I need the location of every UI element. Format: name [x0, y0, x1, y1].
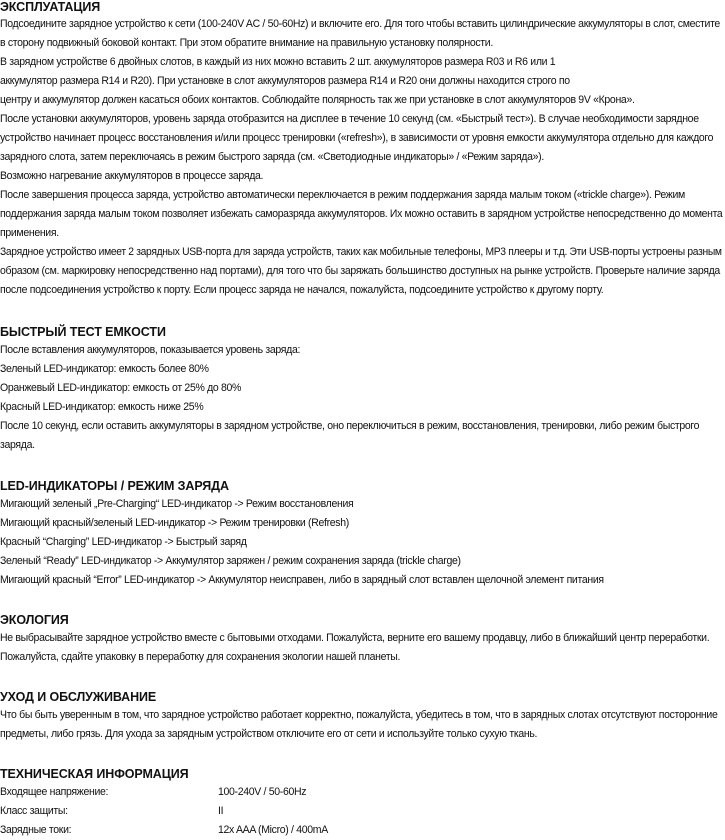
operation-line: В зарядном устройстве 6 двойных слотов, в каждый из них можно вставить 2 шт. аккумуляторов размера R03 и R6 или 1: [0, 56, 556, 68]
quick-test-line: Зеленый LED-индикатор: емкость более 80%: [0, 363, 209, 375]
tech-label: Класс защиты:: [0, 805, 68, 817]
operation-line: применения.: [0, 227, 59, 239]
care-line: предметы, либо грязь. Для ухода за зарядным устройством отключите его от сети и используйте только сухую ткань.: [0, 728, 538, 740]
operation-line: Зарядное устройство имеет 2 зарядных USB-порта для заряда устройств, таких как мобильные телефоны, MP3 плееры и т.д. Эти USB-порты устроены разным: [0, 246, 722, 258]
operation-line: образом (см. маркировку непосредственно над портами), для того что бы заряжать большинство доступных на рынке устройств. Проверьте наличие заряда: [0, 265, 720, 277]
led-line: Зеленый “Ready” LED-индикатор -> Аккумулятор заряжен / режим сохранения заряда (trickle charge): [0, 555, 461, 567]
quick-test-heading: БЫСТРЫЙ ТЕСТ ЕМКОСТИ: [0, 325, 166, 339]
care-heading: УХОД И ОБСЛУЖИВАНИЕ: [0, 690, 157, 704]
led-line: Красный “Charging” LED-индикатор -> Быстрый заряд: [0, 536, 247, 548]
led-line: Мигающий красный “Error” LED-индикатор -> Аккумулятор неисправен, либо в зарядный слот вставлен щелочной элемент питания: [0, 574, 604, 586]
operation-heading: ЭКСПЛУАТАЦИЯ: [0, 0, 101, 14]
operation-line: После завершения процесса заряда, устройство автоматически переключается в режим поддержания заряда малым током («trickle charge»). Режим: [0, 189, 685, 201]
ecology-heading: ЭКОЛОГИЯ: [0, 613, 69, 627]
operation-line: поддержания заряда малым током позволяет избежать саморазряда аккумуляторов. Их можно оставить в зарядном устройстве непосредственно до момента: [0, 208, 723, 220]
led-heading: LED-ИНДИКАТОРЫ / РЕЖИМ ЗАРЯДА: [0, 479, 229, 493]
operation-line: устройство начинает процесс восстановления и/или процесс тренировки («refresh»), в зависимости от уровня емкости аккумулятора отдельно для каждого: [0, 132, 714, 144]
operation-line: в сторону подвижный боковой контакт. При этом обратите внимание на правильную установку полярности.: [0, 37, 493, 49]
operation-line: Подсоедините зарядное устройство к сети (100-240V AC / 50-60Hz) и включите его. Для того чтобы вставить цилиндрические аккумуляторы в слот, сместите: [0, 18, 720, 30]
quick-test-line: После вставления аккумуляторов, показывается уровень заряда:: [0, 344, 301, 356]
led-line: Мигающий зеленый „Pre-Charging“ LED-индикатор -> Режим восстановления: [0, 498, 354, 510]
operation-line: центру и аккумулятор должен касаться обоих контактов. Соблюдайте полярность так же при установке в слот аккумуляторов 9V «Крона».: [0, 94, 635, 106]
operation-line: после подсоединения устройство к порту. Если процесс заряда не начался, пожалуйста, подсоедините устройство к другому порту.: [0, 284, 604, 296]
operation-line: После установки аккумуляторов, уровень заряда отобразится на дисплее в течение 10 секунд (см. «Быстрый тест»). В случае необходимости зарядное: [0, 113, 699, 125]
ecology-line: Не выбрасывайте зарядное устройство вместе с бытовыми отходами. Пожалуйста, верните его вашему продавцу, либо в ближайший центр переработки.: [0, 632, 710, 644]
tech-value: 100-240V / 50-60Hz: [218, 786, 307, 798]
led-line: Мигающий красный/зеленый LED-индикатор -> Режим тренировки (Refresh): [0, 517, 349, 529]
tech-label: Зарядные токи:: [0, 824, 72, 836]
quick-test-line: заряда.: [0, 439, 35, 451]
quick-test-line: Оранжевый LED-индикатор: емкость от 25% до 80%: [0, 382, 242, 394]
operation-line: зарядного слота, затем переключаясь в режим быстрого заряда (см. «Светодиодные индикаторы» / «Режим заряда»).: [0, 151, 544, 163]
operation-line: Возможно нагревание аккумуляторов в процессе заряда.: [0, 170, 264, 182]
tech-heading: ТЕХНИЧЕСКАЯ ИНФОРМАЦИЯ: [0, 767, 189, 781]
quick-test-line: После 10 секунд, если оставить аккумуляторы в зарядном устройстве, оно переключиться в режим, восстановления, тренировки, либо режим быстрого: [0, 420, 700, 432]
tech-value: 12x AAA (Micro) / 400mA: [218, 824, 328, 836]
care-line: Что бы быть уверенным в том, что зарядное устройство работает корректно, пожалуйста, убедитесь в том, что в зарядных слотах отсутствуют посторонние: [0, 709, 718, 721]
tech-label: Входящее напряжение:: [0, 786, 109, 798]
ecology-line: Пожалуйста, сдайте упаковку в переработку для сохранения экологии нашей планеты.: [0, 651, 401, 663]
tech-value: II: [218, 805, 224, 817]
operation-line: аккумулятор размера R14 и R20). При установке в слот аккумуляторов размера R14 и R20 они должны находится строго по: [0, 75, 570, 87]
quick-test-line: Красный LED-индикатор: емкость ниже 25%: [0, 401, 204, 413]
